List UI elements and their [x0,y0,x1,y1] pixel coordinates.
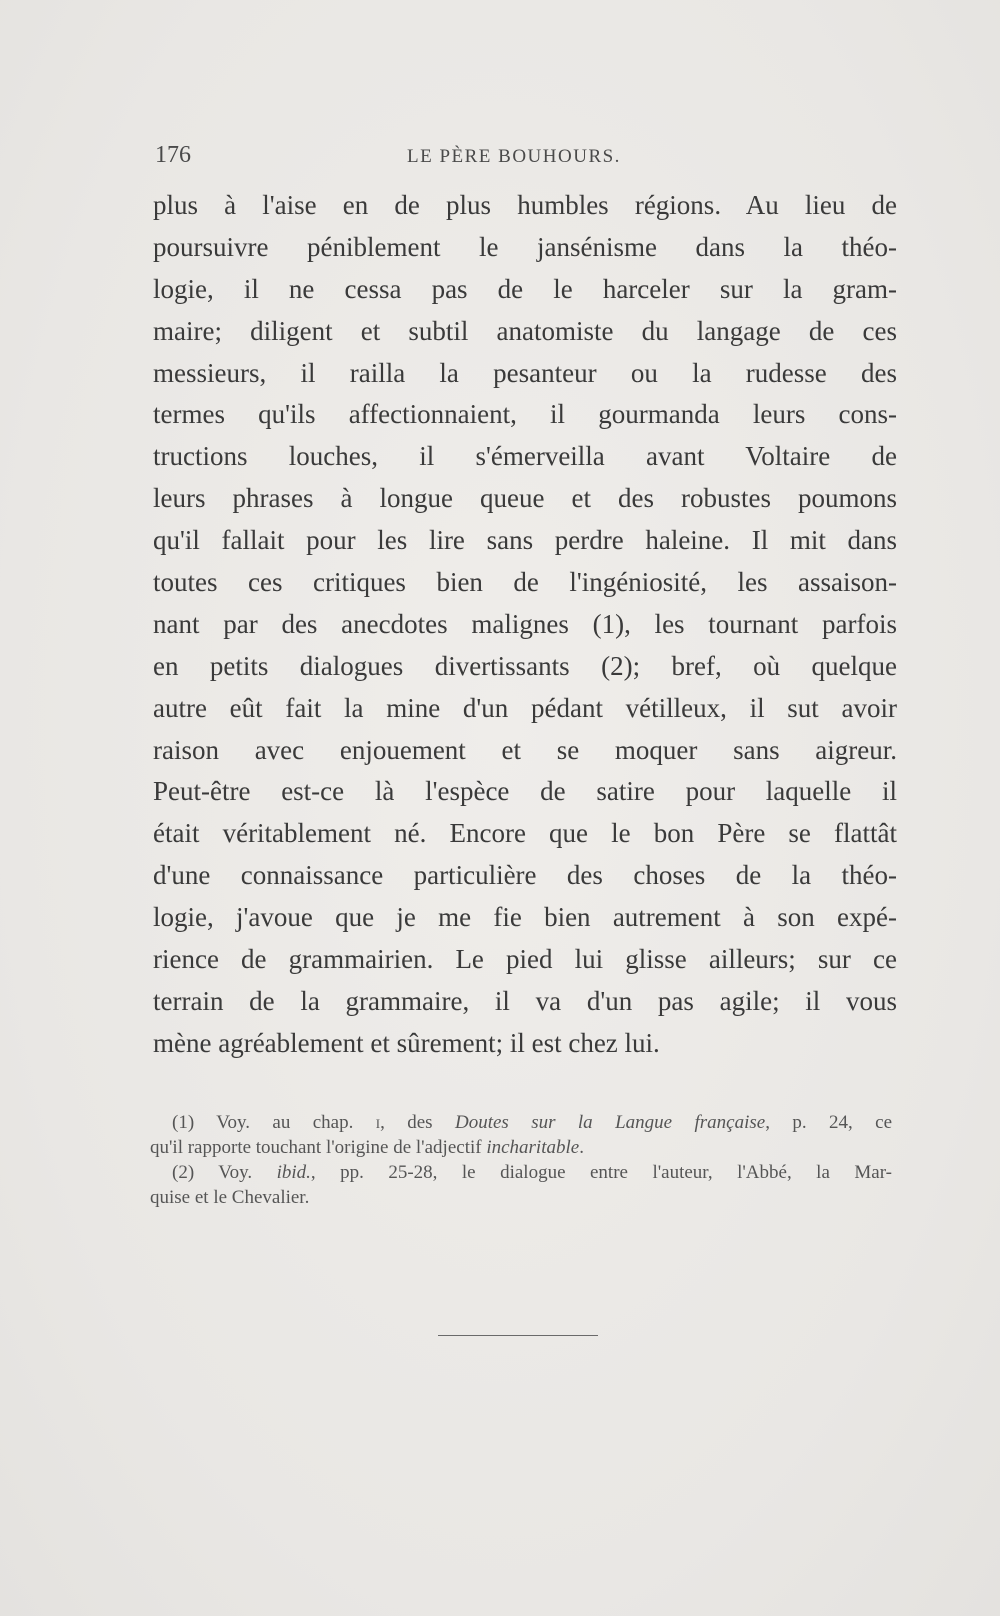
text-line: terrain de la grammaire, il va d'un pas agile; il vous [153,985,897,1016]
footnote-1-title: Doutes sur la Langue française [454,1112,766,1133]
page-number: 176 [155,142,191,168]
text-line: en petits dialogues divertissants (2); bref, où quelque [153,650,897,681]
text-line: autre eût fait la mine d'un pédant vétilleux, il sut avoir [153,692,897,723]
text-line: nant par des anecdotes malignes (1), les tournant parfois [153,608,897,639]
running-head [155,142,895,178]
text-line: d'une connaissance particulière des choses de la théo- [153,860,897,891]
text-line: plus à l'aise en de plus humbles régions. Au lieu de [153,190,897,220]
text-line: logie, j'avoue que je me fie bien autrement à son expé- [153,902,897,933]
section-divider [438,1335,598,1336]
footnote-1-roman: i [375,1112,381,1133]
text-line: était véritablement né. Encore que le bon Père se flattât [153,818,897,849]
footnote-1-line-1 [150,1110,892,1135]
footnote-1-text: qu'il rapporte touchant l'origine de l'adjectif [150,1137,487,1158]
footnote-2-text: , pp. 25-28, le dialogue entre l'auteur, l'Abbé, la Mar- [310,1162,892,1183]
text-line: messieurs, il railla la pesanteur ou la rudesse des [153,357,897,388]
text-line: qu'il fallait pour les lire sans perdre haleine. Il mit dans [153,525,897,556]
text-line: poursuivre péniblement le jansénisme dans la théo- [153,231,897,262]
text-line: rience de grammairien. Le pied lui glisse ailleurs; sur ce [153,944,897,975]
text-line: toutes ces critiques bien de l'ingéniosité, les assaison- [153,567,897,598]
text-line: termes qu'ils affectionnaient, il gourmanda leurs cons- [153,399,897,430]
running-title: LE PÈRE BOUHOURS. [407,146,621,167]
footnote-1-text: . [579,1137,584,1158]
text-line: Peut-être est-ce là l'espèce de satire pour laquelle il [153,776,897,807]
text-line: mène agréablement et sûrement; il est chez lui. [153,1027,660,1058]
footnote-2-line-2: quise et le Chevalier. [150,1187,310,1208]
footnote-1-word: incharitable [486,1137,580,1158]
text-line: raison avec enjouement et se moquer sans aigreur. [153,734,897,765]
footnote-1-line-2 [150,1135,892,1160]
footnote-1-text: , des [380,1112,455,1133]
text-line: maire; diligent et subtil anatomiste du langage de ces [153,315,897,346]
text-line: logie, il ne cessa pas de le harceler sur la gram- [153,273,897,304]
footnote-1-text: , p. 24, ce [765,1112,893,1133]
footnotes [150,1110,892,1210]
body-text [153,185,897,1065]
text-line: tructions louches, il s'émerveilla avant Voltaire de [153,441,897,472]
footnote-2-ibid: ibid. [276,1162,311,1183]
footnote-1-text: (1) Voy. au chap. [172,1112,376,1133]
footnote-2-text: (2) Voy. [172,1162,277,1183]
footnote-2-line-1 [150,1160,892,1185]
text-line: leurs phrases à longue queue et des robustes poumons [153,483,897,514]
